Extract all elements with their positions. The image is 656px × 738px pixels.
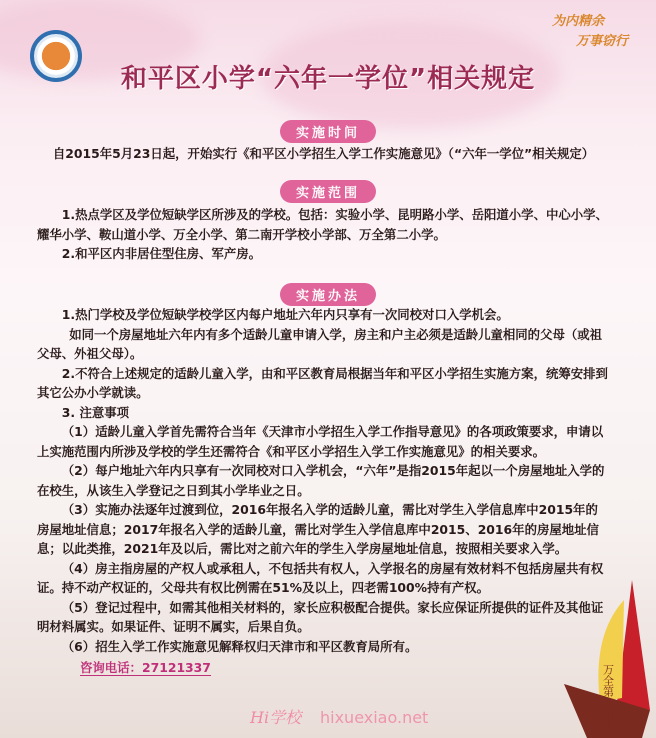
paragraph: （3）实施办法逐年过渡到位，2016年报名入学的适龄儿童，需比对学生入学信息库中2015年的房屋地址信息；2017年报名入学的适龄儿童，需比对学生入学信息库中2015、2016年的房屋地址信息；以此类推，2021年及以后，需比对之前六年的学生入学房屋地址信息，按照相关要求入学。 (37, 502, 599, 556)
paragraph: （1）适龄儿童入学首先需符合当年《天津市小学招生入学工作指导意见》的各项政策要求，申请以上实施范围内所涉及学校的学生还需符合《和平区小学招生入学工作实施意见》的相关要求。 (37, 424, 604, 459)
motto-line: 为内精余 (551, 14, 604, 29)
paragraph: 如同一个房屋地址六年内有多个适龄儿童申请入学，房主和户主必须是适龄儿童相同的父母（或祖父母、外祖父母）。 (37, 326, 603, 361)
section-time-text (37, 144, 610, 164)
paragraph: （6）招生入学工作实施意见解释权归天津市和平区教育局所有。 (61, 638, 418, 654)
watermark-logo: Hi学校 (250, 708, 302, 727)
section-method-text (37, 305, 610, 678)
paragraph: 2.不符合上述规定的适龄儿童入学，由和平区教育局根据当年和平区小学招生实施方案，统筹安排到其它公办小学就读。 (37, 365, 608, 400)
paragraph: 3. 注意事项 (61, 404, 130, 420)
contact-phone: 咨询电话：27121337 (80, 660, 211, 675)
paragraph: 1.热点学区及学位短缺学区所涉及的学校。包括：实验小学、昆明路小学、岳阳道小学、中心小学、耀华小学、鞍山道小学、万全小学、第二南开学校小学部、万全第二小学。 (37, 207, 608, 242)
sail-text: 万全第二小学 (601, 664, 615, 730)
paragraph: （5）登记过程中，如需其他相关材料的，家长应积极配合提供。家长应保证所提供的证件及其他证明材料属实。如果证件、证明不属实，后果自负。 (37, 599, 604, 634)
section-label-time: 实施时间 (280, 120, 376, 143)
contact-row (80, 658, 610, 678)
section-scope-text (37, 205, 610, 264)
paragraph: （4）房主指房屋的产权人或承租人，不包括共有权人，入学报名的房屋有效材料不包括房屋共有权证。持不动产权证的，父母共有权比例需在51%及以上，四老需100%持有产权。 (37, 560, 604, 595)
section-label-scope: 实施范围 (280, 180, 376, 203)
paragraph: 2.和平区内非居住型住房、军产房。 (61, 246, 261, 261)
paragraph: 自2015年5月23日起，开始实行《和平区小学招生入学工作实施意见》（“六年一学位”相关规定） (52, 146, 595, 161)
motto-line: 万事窃行 (575, 34, 628, 49)
watermark-url: hixuexiao.net (320, 708, 429, 727)
paragraph: 1.热门学校及学位短缺学校学区内每户地址六年内只享有一次同校对口入学机会。 (61, 307, 509, 322)
sailboat-illustration (562, 580, 652, 738)
page-title: 和平区小学“六年一学位”相关规定 (120, 64, 536, 94)
section-label-method: 实施办法 (280, 283, 376, 306)
motto (552, 12, 628, 52)
paragraph: （2）每户地址六年内只享有一次同校对口入学机会，“六年”是指2015年起以一个房屋地址入学的在校生，从该生入学登记之日到其小学毕业之日。 (37, 463, 605, 498)
